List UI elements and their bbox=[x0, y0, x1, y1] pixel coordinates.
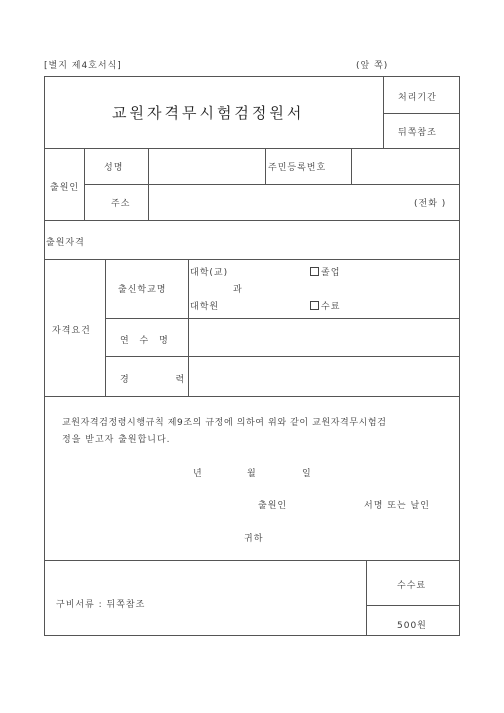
fee-value: 500원 bbox=[397, 621, 427, 631]
requirements-label: 자격요건 bbox=[52, 326, 91, 336]
addressee-label: 귀하 bbox=[244, 534, 264, 544]
processing-period-label: 처리기간 bbox=[398, 93, 437, 103]
university-text: 대학(교) bbox=[190, 268, 229, 278]
completed-checkbox[interactable] bbox=[310, 301, 319, 310]
graduated-checkbox-option[interactable] bbox=[310, 265, 340, 278]
department-text: 과 bbox=[233, 285, 243, 295]
requirements-bottom-line bbox=[44, 396, 460, 397]
frame-bottom-border bbox=[44, 635, 460, 636]
title-bottom-line bbox=[44, 148, 460, 149]
rrn-label: 주민등록번호 bbox=[268, 163, 327, 173]
school-name-label: 출신학교명 bbox=[118, 285, 167, 295]
signature-label: 서명 또는 날인 bbox=[364, 501, 430, 511]
applicant-label: 출원인 bbox=[50, 183, 80, 193]
signer-label: 출원인 bbox=[258, 501, 288, 511]
month-label: 월 bbox=[247, 469, 257, 479]
career-label: 경 력 bbox=[120, 375, 207, 385]
qualification-label: 출원자격 bbox=[46, 238, 85, 248]
processing-period-value: 뒤쪽참조 bbox=[398, 128, 437, 138]
statement-line-2: 정을 받고자 출원합니다. bbox=[62, 435, 171, 445]
completed-checkbox-option[interactable] bbox=[310, 299, 340, 312]
processing-row-line bbox=[383, 113, 460, 114]
name-label: 성명 bbox=[104, 163, 124, 173]
day-label: 일 bbox=[302, 469, 312, 479]
applicant-bottom-line bbox=[44, 220, 460, 221]
training-label: 연 수 명 bbox=[120, 336, 172, 346]
statement-bottom-line bbox=[44, 560, 460, 561]
form-number: [별지 제4호서식] bbox=[44, 61, 122, 71]
statement-line-1: 교원자격검정령시행규칙 제9조의 규정에 의하여 위와 같이 교원자격무시험검 bbox=[62, 418, 387, 428]
rrn-value-divider bbox=[351, 148, 352, 184]
name-rrn-divider bbox=[265, 148, 266, 184]
training-bottom-line bbox=[105, 356, 460, 357]
graduated-checkbox[interactable] bbox=[310, 267, 319, 276]
requirements-label-divider bbox=[105, 259, 106, 396]
graduated-label: 졸업 bbox=[321, 268, 341, 278]
processing-divider bbox=[383, 76, 384, 148]
school-bottom-line bbox=[105, 318, 460, 319]
fee-divider bbox=[366, 560, 367, 636]
qualification-bottom-line bbox=[44, 259, 460, 260]
applicant-row-line bbox=[84, 184, 460, 185]
documents-label: 구비서류 : 뒤쪽참조 bbox=[56, 600, 146, 610]
address-label: 주소 bbox=[111, 199, 131, 209]
page-side-label: (앞 쪽) bbox=[356, 61, 389, 71]
form-title: 교원자격무시험검정원서 bbox=[112, 104, 305, 122]
fee-label: 수수료 bbox=[397, 581, 427, 591]
frame-top-border bbox=[44, 76, 460, 77]
completed-label: 수료 bbox=[321, 302, 341, 312]
fee-row-line bbox=[366, 605, 460, 606]
year-label: 년 bbox=[193, 469, 203, 479]
frame-left-border bbox=[44, 76, 45, 636]
graduate-school-text: 대학원 bbox=[190, 302, 220, 312]
phone-label: (전화 ) bbox=[414, 199, 447, 209]
